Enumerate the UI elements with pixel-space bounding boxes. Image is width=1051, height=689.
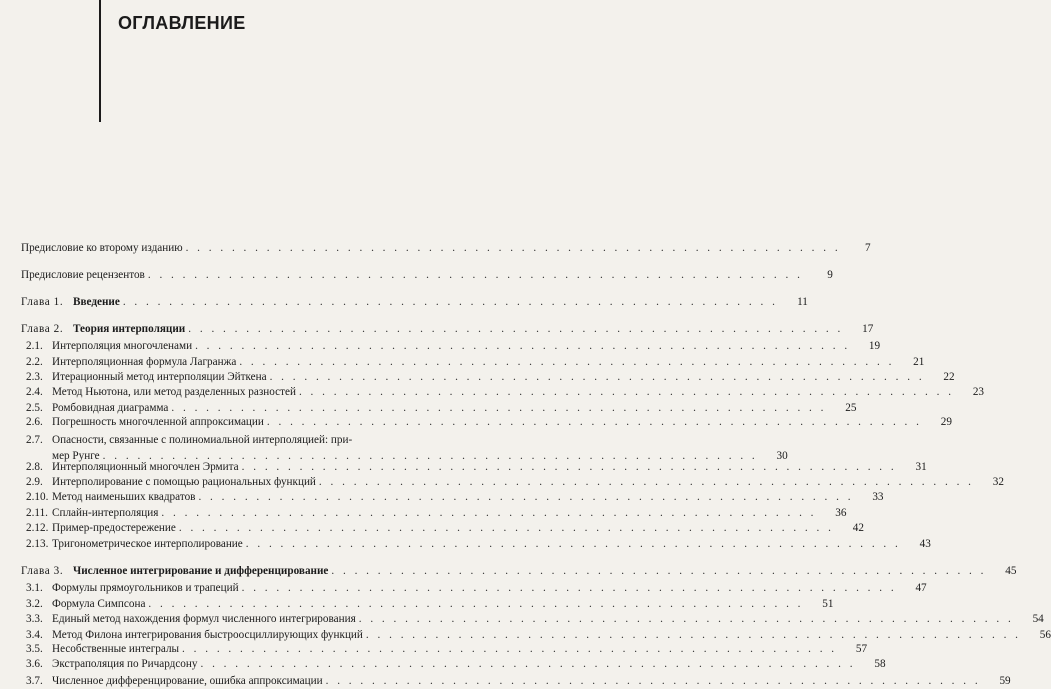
toc-entry[interactable] — [0, 656, 886, 672]
toc-entry[interactable] — [0, 267, 833, 283]
toc-entry-title: Единый метод нахождения формул численного интегрирования — [52, 613, 356, 625]
toc-entry-page: 56 — [1039, 629, 1051, 641]
toc-entry-page: 21 — [913, 356, 925, 368]
toc-entry-title: Формула Симпсона — [52, 598, 146, 610]
toc-entry-title: Ромбовидная диаграмма — [52, 402, 169, 414]
toc-entry-title: Интерполяционная формула Лагранжа — [52, 356, 237, 368]
toc-entry-number: 2.6. — [26, 416, 43, 428]
dot-leader: . . . . . . . . . . . . . . . . . . . . . . . . . . . . . . . . . . . . . . . . . . . . . . . . . . . . . . . . . — [245, 538, 901, 550]
toc-entry[interactable] — [0, 596, 834, 612]
dot-leader: . . . . . . . . . . . . . . . . . . . . . . . . . . . . . . . . . . . . . . . . . . . . . . . . . . . . . . . . . — [269, 371, 925, 383]
toc-entry[interactable] — [0, 354, 925, 370]
toc-entry-number: 2.7. — [26, 434, 43, 446]
toc-entry-page: 57 — [855, 643, 868, 655]
dot-leader: . . . . . . . . . . . . . . . . . . . . . . . . . . . . . . . . . . . . . . . . . . . . . . . . . . . . . . . . . — [241, 461, 897, 473]
toc-entry[interactable] — [0, 580, 927, 596]
dot-leader: . . . . . . . . . . . . . . . . . . . . . . . . . . . . . . . . . . . . . . . . . . . . . . . . . . . . . . . . . — [318, 476, 974, 488]
toc-entry-title: Предисловие ко второму изданию — [21, 242, 183, 254]
toc-entry-number: 3.7. — [26, 675, 43, 687]
dot-leader: . . . . . . . . . . . . . . . . . . . . . . . . . . . . . . . . . . . . . . . . . . . . . . . . . . . . . . . . . — [102, 450, 758, 462]
toc-entry-page: 43 — [919, 538, 931, 550]
toc-entry-page: 42 — [852, 522, 864, 534]
toc-entry-title: Тригонометрическое интерполирование — [52, 538, 243, 550]
toc-entry-number: 3.5. — [26, 643, 43, 655]
dot-leader: . . . . . . . . . . . . . . . . . . . . . . . . . . . . . . . . . . . . . . . . . . . . . . . . . . . . . . . . . — [198, 491, 854, 503]
toc-entry[interactable] — [0, 369, 955, 385]
toc-entry-page: 54 — [1032, 613, 1044, 625]
toc-entry-number: 2.4. — [26, 386, 43, 398]
toc-entry-page: 58 — [874, 658, 886, 670]
toc-entry-page: 29 — [940, 416, 952, 428]
dot-leader: . . . . . . . . . . . . . . . . . . . . . . . . . . . . . . . . . . . . . . . . . . . . . . . . . . . . . . . . . — [358, 613, 1014, 625]
toc-entry[interactable] — [0, 459, 927, 475]
toc-entry-page: 31 — [915, 461, 927, 473]
page-title: ОГЛАВЛЕНИЕ — [118, 13, 246, 33]
toc-entry-number: 2.11. — [26, 507, 48, 519]
toc-entry-page: 36 — [835, 507, 847, 519]
toc-entry-title: Предисловие рецензентов — [21, 269, 145, 281]
dot-leader: . . . . . . . . . . . . . . . . . . . . . . . . . . . . . . . . . . . . . . . . . . . . . . . . . . . . . . . . . — [171, 402, 827, 414]
toc-entry-title: Теория интерполяции — [73, 323, 186, 335]
toc-entry[interactable] — [0, 536, 931, 552]
dot-leader: . . . . . . . . . . . . . . . . . . . . . . . . . . . . . . . . . . . . . . . . . . . . . . . . . . . . . . . . . — [239, 356, 895, 368]
toc-entry-number: 2.3. — [26, 371, 43, 383]
dot-leader: . . . . . . . . . . . . . . . . . . . . . . . . . . . . . . . . . . . . . . . . . . . . . . . . . . . . . . . . . — [147, 269, 803, 281]
toc-entry-number: Глава 3. — [21, 565, 64, 577]
toc-entry-title: Формулы прямоугольников и трапеций — [52, 582, 239, 594]
toc-entry-number: Глава 2. — [21, 323, 64, 335]
toc-entry-title: Введение — [73, 296, 120, 308]
dot-leader: . . . . . . . . . . . . . . . . . . . . . . . . . . . . . . . . . . . . . . . . . . . . . . . . . . . . . . . . . — [195, 340, 851, 352]
toc-entry-page: 59 — [999, 675, 1011, 687]
dot-leader: . . . . . . . . . . . . . . . . . . . . . . . . . . . . . . . . . . . . . . . . . . . . . . . . . . . . . . . . . — [241, 582, 897, 594]
toc-entry-number: 2.10. — [26, 491, 49, 503]
toc-entry-title: Метод Филона интегрирования быстроосциллирующих функций — [52, 629, 363, 641]
dot-leader: . . . . . . . . . . . . . . . . . . . . . . . . . . . . . . . . . . . . . . . . . . . . . . . . . . . . . . . . . — [188, 323, 844, 335]
toc-entry[interactable] — [0, 474, 1004, 490]
toc-entry-page: 33 — [872, 491, 884, 503]
toc-entry[interactable] — [0, 338, 881, 354]
toc-entry-number: 2.2. — [26, 356, 43, 368]
dot-leader: . . . . . . . . . . . . . . . . . . . . . . . . . . . . . . . . . . . . . . . . . . . . . . . . . . . . . . . . . — [266, 416, 922, 428]
toc-entry-title: Опасности, связанные с полиномиальной интерполяцией: при- — [52, 434, 353, 446]
toc-entry-number: 2.1. — [26, 340, 43, 352]
toc-entry-number: 2.8. — [26, 461, 43, 473]
toc-entry-title: Метод наименьших квадратов — [52, 491, 196, 503]
toc-entry-number: 3.4. — [26, 629, 43, 641]
toc-entry-title: Интерполирование с помощью рациональных функций — [52, 476, 316, 488]
toc-entry[interactable] — [0, 384, 984, 400]
dot-leader: . . . . . . . . . . . . . . . . . . . . . . . . . . . . . . . . . . . . . . . . . . . . . . . . . . . . . . . . . — [365, 629, 1021, 641]
toc-entry[interactable] — [0, 505, 847, 521]
toc-entry-title: Погрешность многочленной аппроксимации — [52, 416, 264, 428]
toc-entry-page: 45 — [1005, 565, 1017, 577]
toc-entry-number: 3.1. — [26, 582, 43, 594]
toc-entry-page: 51 — [822, 598, 834, 610]
toc-entry-page: 25 — [845, 402, 857, 414]
toc-entry-page: 30 — [776, 450, 788, 462]
toc-entry-number: 3.3. — [26, 613, 43, 625]
toc-entry-number: 3.2. — [26, 598, 43, 610]
toc-entry[interactable] — [0, 641, 868, 657]
toc-entry-page: 17 — [862, 323, 874, 335]
toc-entry-page: 19 — [868, 340, 881, 352]
toc-entry-title: Сплайн-интерполяция — [52, 507, 159, 519]
toc-entry[interactable] — [0, 611, 1044, 627]
toc-entry[interactable] — [0, 240, 871, 256]
toc-entry[interactable] — [0, 414, 952, 430]
dot-leader: . . . . . . . . . . . . . . . . . . . . . . . . . . . . . . . . . . . . . . . . . . . . . . . . . . . . . . . . . — [185, 242, 841, 254]
toc-entry-title-continued: мер Рунге — [52, 450, 100, 462]
toc-entry-title: Интерполяция многочленами — [52, 340, 193, 352]
toc-entry[interactable] — [0, 294, 808, 310]
dot-leader: . . . . . . . . . . . . . . . . . . . . . . . . . . . . . . . . . . . . . . . . . . . . . . . . . . . . . . . . . — [122, 296, 778, 308]
toc-entry-number: 2.12. — [26, 522, 49, 534]
toc-entry-page: 47 — [915, 582, 927, 594]
dot-leader: . . . . . . . . . . . . . . . . . . . . . . . . . . . . . . . . . . . . . . . . . . . . . . . . . . . . . . . . . — [178, 522, 834, 534]
toc-entry-title: Интерполяционный многочлен Эрмита — [52, 461, 239, 473]
dot-leader: . . . . . . . . . . . . . . . . . . . . . . . . . . . . . . . . . . . . . . . . . . . . . . . . . . . . . . . . . — [331, 565, 987, 577]
toc-entry[interactable] — [0, 432, 449, 448]
toc-entry-number: 3.6. — [26, 658, 43, 670]
toc-entry-title: Численное дифференцирование, ошибка аппроксимации — [52, 675, 323, 687]
toc-entry-title: Численное интегрирование и дифференцирование — [73, 565, 329, 577]
dot-leader: . . . . . . . . . . . . . . . . . . . . . . . . . . . . . . . . . . . . . . . . . . . . . . . . . . . . . . . . . — [182, 643, 838, 655]
toc-entry-page: 7 — [865, 242, 871, 254]
toc-entry-page: 9 — [827, 269, 833, 281]
toc-entry-number: 2.5. — [26, 402, 43, 414]
toc-entry-title: Метод Ньютона, или метод разделенных разностей — [52, 386, 296, 398]
dot-leader: . . . . . . . . . . . . . . . . . . . . . . . . . . . . . . . . . . . . . . . . . . . . . . . . . . . . . . . . . — [325, 675, 981, 687]
toc-entry[interactable] — [0, 563, 1017, 579]
toc-entry[interactable] — [0, 489, 884, 505]
toc-entry-page: 32 — [992, 476, 1004, 488]
toc-entry-number: 2.13. — [26, 538, 49, 550]
toc-entry[interactable] — [0, 673, 1011, 689]
toc-entry-page: 23 — [972, 386, 984, 398]
toc-entry[interactable] — [0, 321, 874, 337]
dot-leader: . . . . . . . . . . . . . . . . . . . . . . . . . . . . . . . . . . . . . . . . . . . . . . . . . . . . . . . . . — [148, 598, 804, 610]
toc-entry[interactable] — [0, 520, 864, 536]
toc-entry-number: Глава 1. — [21, 296, 64, 308]
toc-entry-page: 11 — [797, 296, 808, 308]
toc-entry-title: Несобственные интегралы — [52, 643, 180, 655]
toc-entry-title: Экстраполяция по Ричардсону — [52, 658, 198, 670]
toc-entry-number: 2.9. — [26, 476, 43, 488]
toc-entry-title: Итерационный метод интерполяции Эйткена — [52, 371, 267, 383]
toc-entry-title: Пример-предостережение — [52, 522, 176, 534]
dot-leader: . . . . . . . . . . . . . . . . . . . . . . . . . . . . . . . . . . . . . . . . . . . . . . . . . . . . . . . . . — [161, 507, 817, 519]
dot-leader: . . . . . . . . . . . . . . . . . . . . . . . . . . . . . . . . . . . . . . . . . . . . . . . . . . . . . . . . . — [298, 386, 954, 398]
dot-leader: . . . . . . . . . . . . . . . . . . . . . . . . . . . . . . . . . . . . . . . . . . . . . . . . . . . . . . . . . — [200, 658, 856, 670]
toc-entry-page: 22 — [943, 371, 955, 383]
